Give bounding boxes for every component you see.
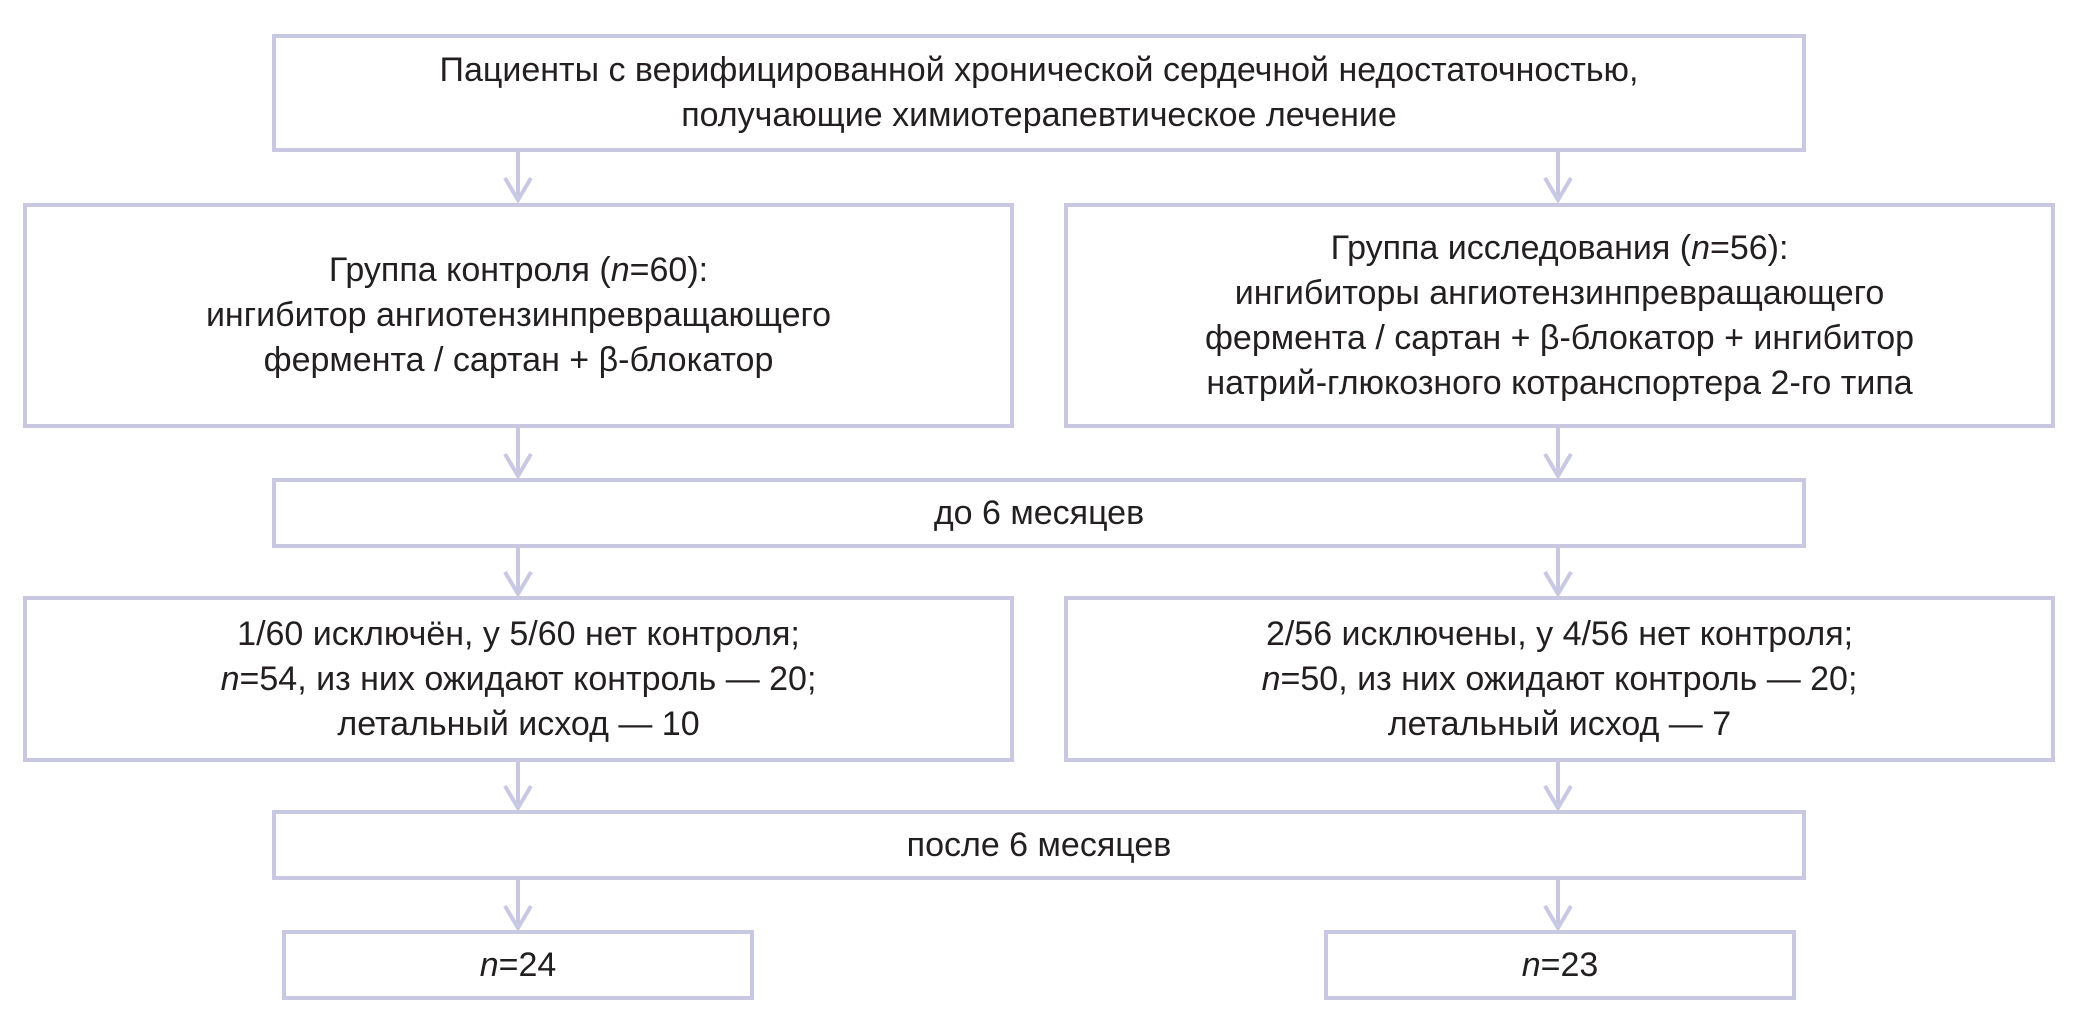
- period-before-6-months-box: [272, 478, 1806, 548]
- arrow-period2-to-control-final: [505, 878, 531, 928]
- study-final-box: [1324, 930, 1796, 1000]
- control-outcome-line2: n=54, из них ожидают контроль — 20;: [220, 659, 817, 698]
- arrow-period1-to-study-outcome: [1545, 546, 1571, 594]
- study-outcome-line3: летальный исход — 7: [1387, 704, 1732, 743]
- arrow-study-to-period1: [1545, 426, 1571, 476]
- study-outcome-box: [1064, 596, 2055, 762]
- period-before-6-months-label: до 6 месяцев: [933, 493, 1145, 532]
- control-outcome-line1: 1/60 исключён, у 5/60 нет контроля;: [237, 614, 800, 653]
- study-group-line3: фермента / сартан + β-блокатор + ингибитор: [1204, 318, 1915, 357]
- period-after-6-months-box: [272, 810, 1806, 880]
- arrow-control-outcome-to-period2: [505, 760, 531, 808]
- study-final-count: n=23: [1521, 945, 1599, 984]
- control-group-line2: ингибитор ангиотензинпревращающего: [205, 296, 832, 334]
- arrow-period2-to-study-final: [1545, 878, 1571, 928]
- arrow-study-outcome-to-period2: [1545, 760, 1571, 808]
- study-group-box: [1064, 203, 2055, 428]
- control-final-box: [282, 930, 754, 1000]
- study-group-line4: натрий-глюкозного котранспортера 2-го типа: [1206, 363, 1913, 402]
- patients-box-line2: получающие химиотерапевтическое лечение: [681, 96, 1397, 134]
- study-group-line2: ингибиторы ангиотензинпревращающего: [1234, 273, 1885, 312]
- arrow-top-to-study: [1545, 150, 1571, 200]
- patients-box: [272, 34, 1806, 152]
- control-outcome-box: [23, 596, 1014, 762]
- patients-box-line1: Пациенты с верифицированной хронической сердечной недостаточностью,: [439, 51, 1639, 89]
- arrow-top-to-control: [505, 150, 531, 200]
- control-group-line3: фермента / сартан + β-блокатор: [263, 341, 774, 379]
- period-after-6-months-label: после 6 месяцев: [906, 825, 1172, 864]
- study-group-title: Группа исследования (n=56):: [1330, 228, 1789, 267]
- control-final-count: n=24: [479, 945, 557, 984]
- arrow-control-to-period1: [505, 426, 531, 476]
- study-outcome-line2: n=50, из них ожидают контроль — 20;: [1261, 659, 1858, 698]
- arrow-period1-to-control-outcome: [505, 546, 531, 594]
- study-outcome-line1: 2/56 исключены, у 4/56 нет контроля;: [1265, 614, 1854, 653]
- control-group-title: Группа контроля (n=60):: [328, 251, 709, 289]
- control-group-box: [23, 203, 1014, 428]
- control-outcome-line3: летальный исход — 10: [337, 704, 700, 743]
